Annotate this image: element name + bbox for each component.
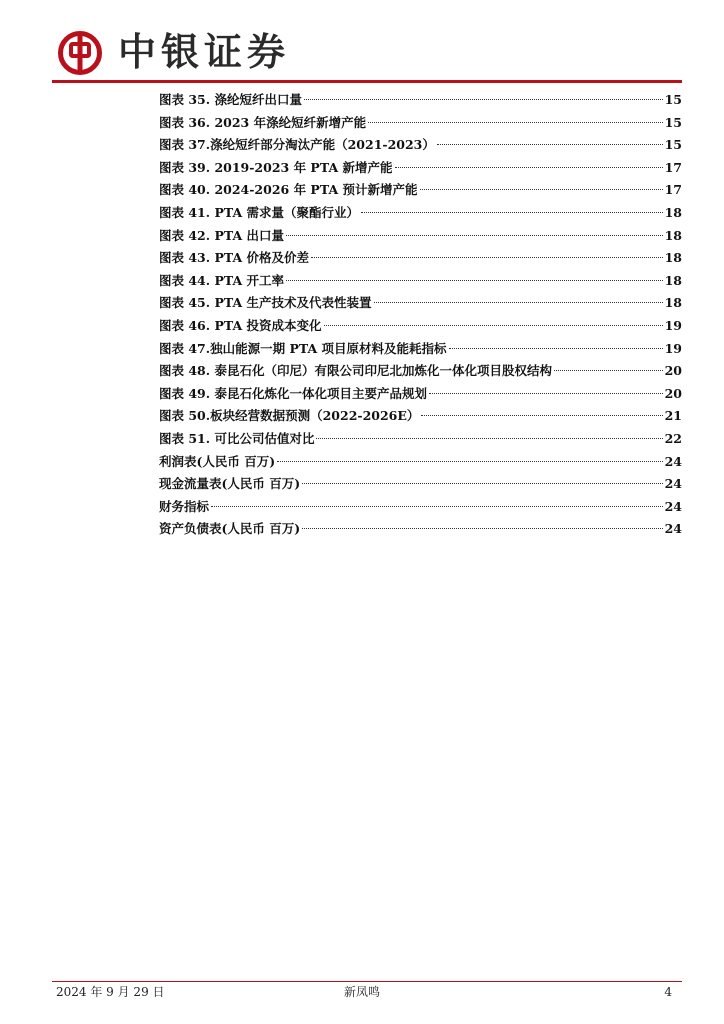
toc-entry-title: 图表 36. 2023 年涤纶短纤新增产能 xyxy=(159,114,367,130)
toc-entry[interactable] xyxy=(159,179,682,202)
dot-leader xyxy=(286,280,663,281)
dot-leader xyxy=(420,189,663,190)
toc-entry-title: 图表 51. 可比公司估值对比 xyxy=(159,430,315,446)
toc-entry[interactable] xyxy=(159,202,682,225)
footer-rule xyxy=(52,981,682,982)
table-of-contents xyxy=(159,89,682,541)
dot-leader xyxy=(324,325,663,326)
toc-entry[interactable] xyxy=(159,428,682,451)
dot-leader xyxy=(302,483,662,484)
toc-entry-title: 图表 50.板块经营数据预测（2022-2026E） xyxy=(159,408,420,424)
dot-leader xyxy=(286,235,663,236)
brand-name: 中银证券 xyxy=(118,30,291,74)
toc-entry-title: 利润表(人民币 百万) xyxy=(159,453,276,469)
toc-entry[interactable] xyxy=(159,338,682,361)
toc-entry-title: 图表 49. 泰昆石化炼化一体化项目主要产品规划 xyxy=(159,385,427,401)
toc-entry-title: 图表 42. PTA 出口量 xyxy=(159,227,285,243)
toc-entry-page: 15 xyxy=(664,114,682,130)
toc-entry-page: 18 xyxy=(664,295,682,311)
dot-leader xyxy=(211,506,663,507)
toc-entry[interactable] xyxy=(159,157,682,180)
toc-entry-title: 图表 41. PTA 需求量（聚酯行业） xyxy=(159,204,360,220)
toc-entry-title: 图表 44. PTA 开工率 xyxy=(159,272,285,288)
toc-entry-title: 财务指标 xyxy=(159,498,210,514)
toc-entry[interactable] xyxy=(159,134,682,157)
toc-entry-page: 19 xyxy=(664,340,682,356)
toc-entry-page: 18 xyxy=(664,250,682,266)
footer-company: 新凤鸣 xyxy=(343,985,380,999)
dot-leader xyxy=(554,370,663,371)
dot-leader xyxy=(374,302,663,303)
dot-leader xyxy=(449,348,663,349)
toc-entry-page: 22 xyxy=(664,430,682,446)
toc-entry[interactable] xyxy=(159,451,682,474)
toc-entry-title: 图表 46. PTA 投资成本变化 xyxy=(159,317,322,333)
toc-entry-title: 图表 35. 涤纶短纤出口量 xyxy=(159,92,302,107)
toc-entry-title: 图表 39. 2019-2023 年 PTA 新增产能 xyxy=(159,159,393,175)
toc-entry-page: 18 xyxy=(664,204,682,220)
dot-leader xyxy=(302,528,662,529)
dot-leader xyxy=(368,122,663,123)
toc-entry-title: 图表 40. 2024-2026 年 PTA 预计新增产能 xyxy=(159,182,418,198)
footer-date: 2024 年 9 月 29 日 xyxy=(56,985,165,999)
toc-entry-page: 17 xyxy=(664,182,682,198)
dot-leader xyxy=(421,415,662,416)
toc-entry-page: 17 xyxy=(664,159,682,175)
toc-entry[interactable] xyxy=(159,247,682,270)
toc-entry-page: 24 xyxy=(664,476,682,492)
dot-leader xyxy=(437,144,663,145)
dot-leader xyxy=(277,461,662,462)
toc-entry[interactable] xyxy=(159,518,682,541)
toc-entry-title: 图表 43. PTA 价格及价差 xyxy=(159,250,310,266)
dot-leader xyxy=(316,438,662,439)
toc-entry-title: 资产负债表(人民币 百万) xyxy=(159,521,301,537)
toc-entry-page: 24 xyxy=(664,498,682,514)
header-rule xyxy=(52,80,682,83)
toc-entry[interactable] xyxy=(159,383,682,406)
toc-entry[interactable] xyxy=(159,360,682,383)
toc-entry-page: 24 xyxy=(664,453,682,469)
toc-entry[interactable] xyxy=(159,473,682,496)
toc-entry[interactable] xyxy=(159,112,682,135)
dot-leader xyxy=(311,257,663,258)
page-number: 4 xyxy=(664,985,672,999)
toc-entry-page: 18 xyxy=(664,227,682,243)
page-header xyxy=(52,22,682,82)
dot-leader xyxy=(361,212,663,213)
toc-entry-title: 图表 45. PTA 生产技术及代表性装置 xyxy=(159,295,372,311)
toc-entry-page: 24 xyxy=(664,521,682,537)
toc-entry[interactable] xyxy=(159,292,682,315)
toc-entry-page: 15 xyxy=(664,137,682,153)
toc-entry[interactable] xyxy=(159,225,682,248)
bank-of-china-logo-icon xyxy=(57,30,103,76)
toc-entry-page: 19 xyxy=(664,317,682,333)
toc-entry[interactable] xyxy=(159,315,682,338)
toc-entry-title: 现金流量表(人民币 百万) xyxy=(159,476,301,492)
toc-entry-page: 15 xyxy=(664,92,682,107)
dot-leader xyxy=(429,393,663,394)
toc-entry-page: 20 xyxy=(664,363,682,379)
toc-entry[interactable] xyxy=(159,89,682,112)
toc-entry-title: 图表 47.独山能源一期 PTA 项目原材料及能耗指标 xyxy=(159,340,447,356)
toc-entry-page: 21 xyxy=(664,408,682,424)
toc-entry-title: 图表 48. 泰昆石化（印尼）有限公司印尼北加炼化一体化项目股权结构 xyxy=(159,363,552,379)
toc-entry-page: 18 xyxy=(664,272,682,288)
dot-leader xyxy=(395,167,663,168)
toc-entry[interactable] xyxy=(159,270,682,293)
toc-entry-title: 图表 37.涤纶短纤部分淘汰产能（2021-2023） xyxy=(159,137,435,153)
toc-entry[interactable] xyxy=(159,496,682,519)
toc-entry-page: 20 xyxy=(664,385,682,401)
toc-entry[interactable] xyxy=(159,405,682,428)
dot-leader xyxy=(304,99,663,100)
